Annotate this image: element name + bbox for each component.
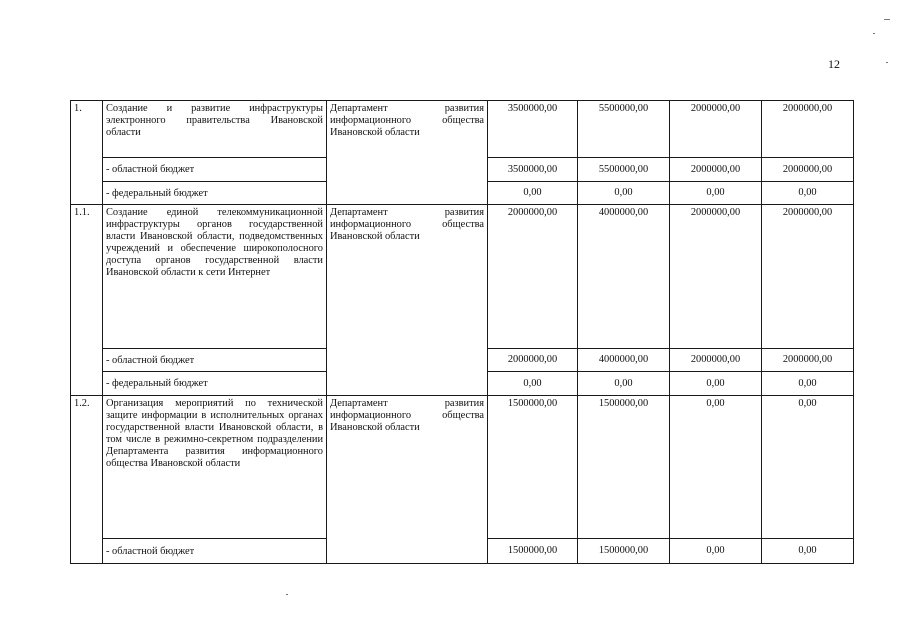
subrow-value-4: 2000000,00	[762, 349, 854, 372]
value-year-4: 2000000,00	[762, 205, 854, 349]
scan-speck	[884, 19, 890, 20]
subrow-value-2: 1500000,00	[578, 539, 670, 564]
value-year-3: 0,00	[670, 396, 762, 539]
row-number: 1.2.	[71, 396, 103, 564]
subrow-value-2: 0,00	[578, 182, 670, 205]
subrow-value-4: 0,00	[762, 182, 854, 205]
subrow-value-1: 0,00	[488, 182, 578, 205]
subrow-value-2: 5500000,00	[578, 158, 670, 182]
subrow-value-1: 0,00	[488, 372, 578, 396]
budget-source-label: - федеральный бюджет	[103, 182, 327, 205]
value-year-3: 2000000,00	[670, 101, 762, 158]
budget-source-label: - областной бюджет	[103, 158, 327, 182]
responsible-department: Департамент развития информационного общества Ивановской области	[327, 205, 488, 396]
scan-speck	[873, 33, 875, 34]
subrow-value-1: 1500000,00	[488, 539, 578, 564]
subrow-value-3: 0,00	[670, 539, 762, 564]
activity-name: Создание единой телекоммуникационной инфраструктуры органов государственной власти Ивановской области, подведомственных учреждений и обеспечение широкополосного доступа органов государственной власти Ивановской области к сети Интернет	[103, 205, 327, 349]
value-year-4: 0,00	[762, 396, 854, 539]
value-year-2: 5500000,00	[578, 101, 670, 158]
value-year-3: 2000000,00	[670, 205, 762, 349]
subrow-value-4: 2000000,00	[762, 158, 854, 182]
subrow-value-3: 2000000,00	[670, 349, 762, 372]
subrow-value-3: 2000000,00	[670, 158, 762, 182]
value-year-1: 1500000,00	[488, 396, 578, 539]
budget-table	[70, 100, 854, 564]
subrow-value-2: 0,00	[578, 372, 670, 396]
subrow-value-3: 0,00	[670, 372, 762, 396]
subrow-value-1: 2000000,00	[488, 349, 578, 372]
subrow-value-3: 0,00	[670, 182, 762, 205]
responsible-department: Департамент развития информационного общества Ивановской области	[327, 396, 488, 564]
table-row-main	[71, 101, 854, 158]
value-year-1: 3500000,00	[488, 101, 578, 158]
row-number: 1.	[71, 101, 103, 205]
page-number: 12	[828, 57, 840, 71]
subrow-value-4: 0,00	[762, 539, 854, 564]
activity-name: Организация мероприятий по технической защите информации в исполнительных органах государственной власти Ивановской области, в том числе в режимно-секретном подразделении Департамента развития информационного общества Ивановской области	[103, 396, 327, 539]
value-year-4: 2000000,00	[762, 101, 854, 158]
value-year-2: 4000000,00	[578, 205, 670, 349]
responsible-department: Департамент развития информационного общества Ивановской области	[327, 101, 488, 205]
subrow-value-4: 0,00	[762, 372, 854, 396]
scan-speck	[886, 62, 888, 63]
budget-source-label: - областной бюджет	[103, 539, 327, 564]
subrow-value-2: 4000000,00	[578, 349, 670, 372]
budget-source-label: - федеральный бюджет	[103, 372, 327, 396]
activity-name: Создание и развитие инфраструктуры электронного правительства Ивановской области	[103, 101, 327, 158]
value-year-1: 2000000,00	[488, 205, 578, 349]
table-row-main	[71, 205, 854, 349]
table-row-main	[71, 396, 854, 539]
row-number: 1.1.	[71, 205, 103, 396]
subrow-value-1: 3500000,00	[488, 158, 578, 182]
value-year-2: 1500000,00	[578, 396, 670, 539]
budget-source-label: - областной бюджет	[103, 349, 327, 372]
scan-speck	[286, 594, 288, 595]
